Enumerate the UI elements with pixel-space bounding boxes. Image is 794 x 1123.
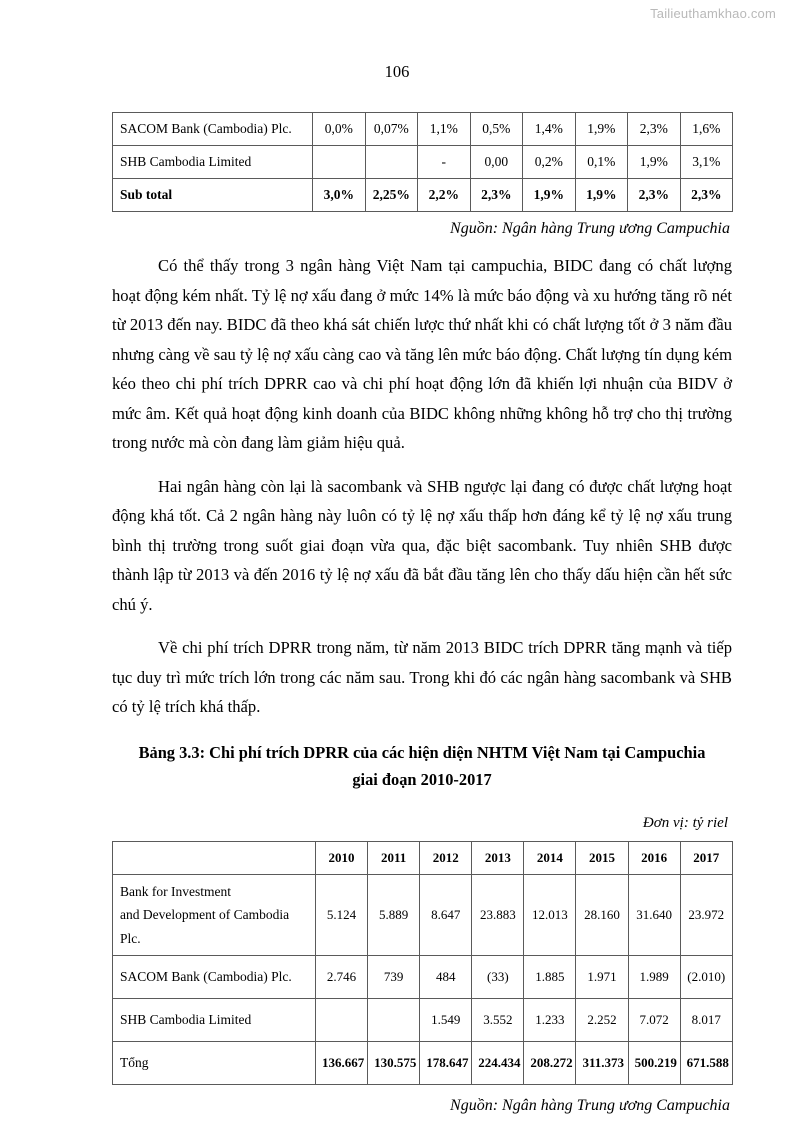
cell-value: 484 (420, 955, 472, 998)
cell-value: 2,3% (628, 179, 681, 212)
cell-value: 0,00 (470, 146, 523, 179)
cell-value: 0,2% (523, 146, 576, 179)
table-header-row (113, 842, 733, 875)
column-header-year: 2015 (576, 842, 628, 875)
cell-value: 2.252 (576, 998, 628, 1041)
caption-line-1: Bảng 3.3: Chi phí trích DPRR của các hiện diện NHTM Việt Nam tại Campuchia (138, 742, 706, 762)
cell-value: 1,9% (523, 179, 576, 212)
column-header-year: 2012 (420, 842, 472, 875)
row-label-line-2: and Development of Cambodia Plc. (120, 907, 290, 946)
cell-value: 5.124 (316, 875, 368, 956)
column-header-year: 2011 (368, 842, 420, 875)
cell-value: 23.972 (680, 875, 732, 956)
cell-value: 739 (368, 955, 420, 998)
row-label: SHB Cambodia Limited (113, 146, 313, 179)
cell-value: 1,6% (680, 113, 733, 146)
cell-value: 8.647 (420, 875, 472, 956)
row-label (113, 875, 316, 956)
cell-value: - (418, 146, 471, 179)
cell-value: 2,25% (365, 179, 418, 212)
row-label: Sub total (113, 179, 313, 212)
cell-value: 1.233 (524, 998, 576, 1041)
cell-value: 0,07% (365, 113, 418, 146)
cell-value: 0,0% (313, 113, 366, 146)
cell-value: (33) (472, 955, 524, 998)
page-number: 106 (384, 62, 410, 81)
cell-value: 7.072 (628, 998, 680, 1041)
column-header-year: 2013 (472, 842, 524, 875)
row-label: SACOM Bank (Cambodia) Plc. (113, 113, 313, 146)
cell-value: 500.219 (628, 1041, 680, 1084)
cell-value: 1.885 (524, 955, 576, 998)
cell-value: 12.013 (524, 875, 576, 956)
cell-value: 1,1% (418, 113, 471, 146)
page-content (112, 112, 732, 1115)
table-row (113, 113, 733, 146)
cell-value: 0,5% (470, 113, 523, 146)
cell-value: 1.549 (420, 998, 472, 1041)
column-header-year: 2016 (628, 842, 680, 875)
cell-value: 2.746 (316, 955, 368, 998)
unit-note: Đơn vị: tỷ riel (642, 815, 728, 832)
row-label: Tổng (113, 1041, 316, 1084)
row-label-line-1: Bank for Investment (120, 884, 231, 900)
cell-value: 1.989 (628, 955, 680, 998)
paragraph: Về chi phí trích DPRR trong năm, từ năm 2013 BIDC trích DPRR tăng mạnh và tiếp tục duy trì mức trích lớn trong các năm sau. Trong khi đó các ngân hàng sacombank và SHB có tỷ lệ trích khá thấp. (112, 638, 732, 717)
cell-value: 671.588 (680, 1041, 732, 1084)
table-caption (112, 740, 732, 793)
cell-value: 208.272 (524, 1041, 576, 1084)
column-header-year: 2017 (680, 842, 732, 875)
cell-value: 3.552 (472, 998, 524, 1041)
cell-value (313, 146, 366, 179)
dprr-provision-table (112, 841, 733, 1085)
cell-value: 2,2% (418, 179, 471, 212)
row-label: SACOM Bank (Cambodia) Plc. (113, 955, 316, 998)
table-row (113, 146, 733, 179)
table-row (113, 875, 733, 956)
cell-value: (2.010) (680, 955, 732, 998)
caption-line-2: giai đoạn 2010-2017 (352, 769, 492, 789)
cell-value: 3,0% (313, 179, 366, 212)
table-row (113, 998, 733, 1041)
header-corner-cell (113, 842, 316, 875)
cell-value: 31.640 (628, 875, 680, 956)
cell-value: 1.971 (576, 955, 628, 998)
cell-value: 5.889 (368, 875, 420, 956)
site-watermark: Tailieuthamkhao.com (650, 6, 776, 21)
cell-value: 130.575 (368, 1041, 420, 1084)
cell-value: 1,9% (575, 179, 628, 212)
cell-value: 0,1% (575, 146, 628, 179)
cell-value: 2,3% (628, 113, 681, 146)
cell-value: 224.434 (472, 1041, 524, 1084)
paragraph: Hai ngân hàng còn lại là sacombank và SHB ngược lại đang có được chất lượng hoạt động khá tốt. Cả 2 ngân hàng này luôn có tỷ lệ nợ xấu thấp hơn đáng kể tỷ lệ nợ xấu trung bình thị trường trong suốt giai đoạn vừa qua, đặc biệt sacombank. Tuy nhiên SHB được thành lập từ 2013 và đến 2016 tỷ lệ nợ xấu đã bắt đầu tăng lên cho thấy dấu hiện cần hết sức chú ý. (112, 476, 732, 614)
cell-value: 28.160 (576, 875, 628, 956)
cell-value: 1,9% (575, 113, 628, 146)
cell-value: 23.883 (472, 875, 524, 956)
cell-value (316, 998, 368, 1041)
cell-value (368, 998, 420, 1041)
row-label: SHB Cambodia Limited (113, 998, 316, 1041)
cell-value: 136.667 (316, 1041, 368, 1084)
table-row-total (113, 1041, 733, 1084)
cell-value: 2,3% (470, 179, 523, 212)
paragraph: Có thể thấy trong 3 ngân hàng Việt Nam tại campuchia, BIDC đang có chất lượng hoạt động kém nhất. Tỷ lệ nợ xấu đang ở mức 14% là mức báo động và xu hướng tăng rõ nét từ 2013 đến nay. BIDC đã theo khá sát chiến lược thứ nhất khi có chất lượng tốt ở 3 năm đầu nhưng càng về sau tỷ lệ nợ xấu càng cao và tăng lên mức báo động. Chất lượng tín dụng kém kéo theo chi phí trích DPRR cao và chi phí hoạt động lớn đã khiến lợi nhuận của BIDV ở mức âm. Kết quả hoạt động kinh doanh của BIDC không những không hỗ trợ cho thị trường trong nước mà còn đang làm giảm hiệu quả. (112, 256, 732, 453)
cell-value (365, 146, 418, 179)
table-source-note: Nguồn: Ngân hàng Trung ương Campuchia (450, 1096, 730, 1114)
table-row-total (113, 179, 733, 212)
cell-value: 2,3% (680, 179, 733, 212)
npl-ratio-table (112, 112, 733, 212)
column-header-year: 2010 (316, 842, 368, 875)
cell-value: 311.373 (576, 1041, 628, 1084)
table-source-note: Nguồn: Ngân hàng Trung ương Campuchia (450, 220, 730, 237)
table-row (113, 955, 733, 998)
cell-value: 1,4% (523, 113, 576, 146)
cell-value: 178.647 (420, 1041, 472, 1084)
column-header-year: 2014 (524, 842, 576, 875)
cell-value: 1,9% (628, 146, 681, 179)
cell-value: 8.017 (680, 998, 732, 1041)
cell-value: 3,1% (680, 146, 733, 179)
